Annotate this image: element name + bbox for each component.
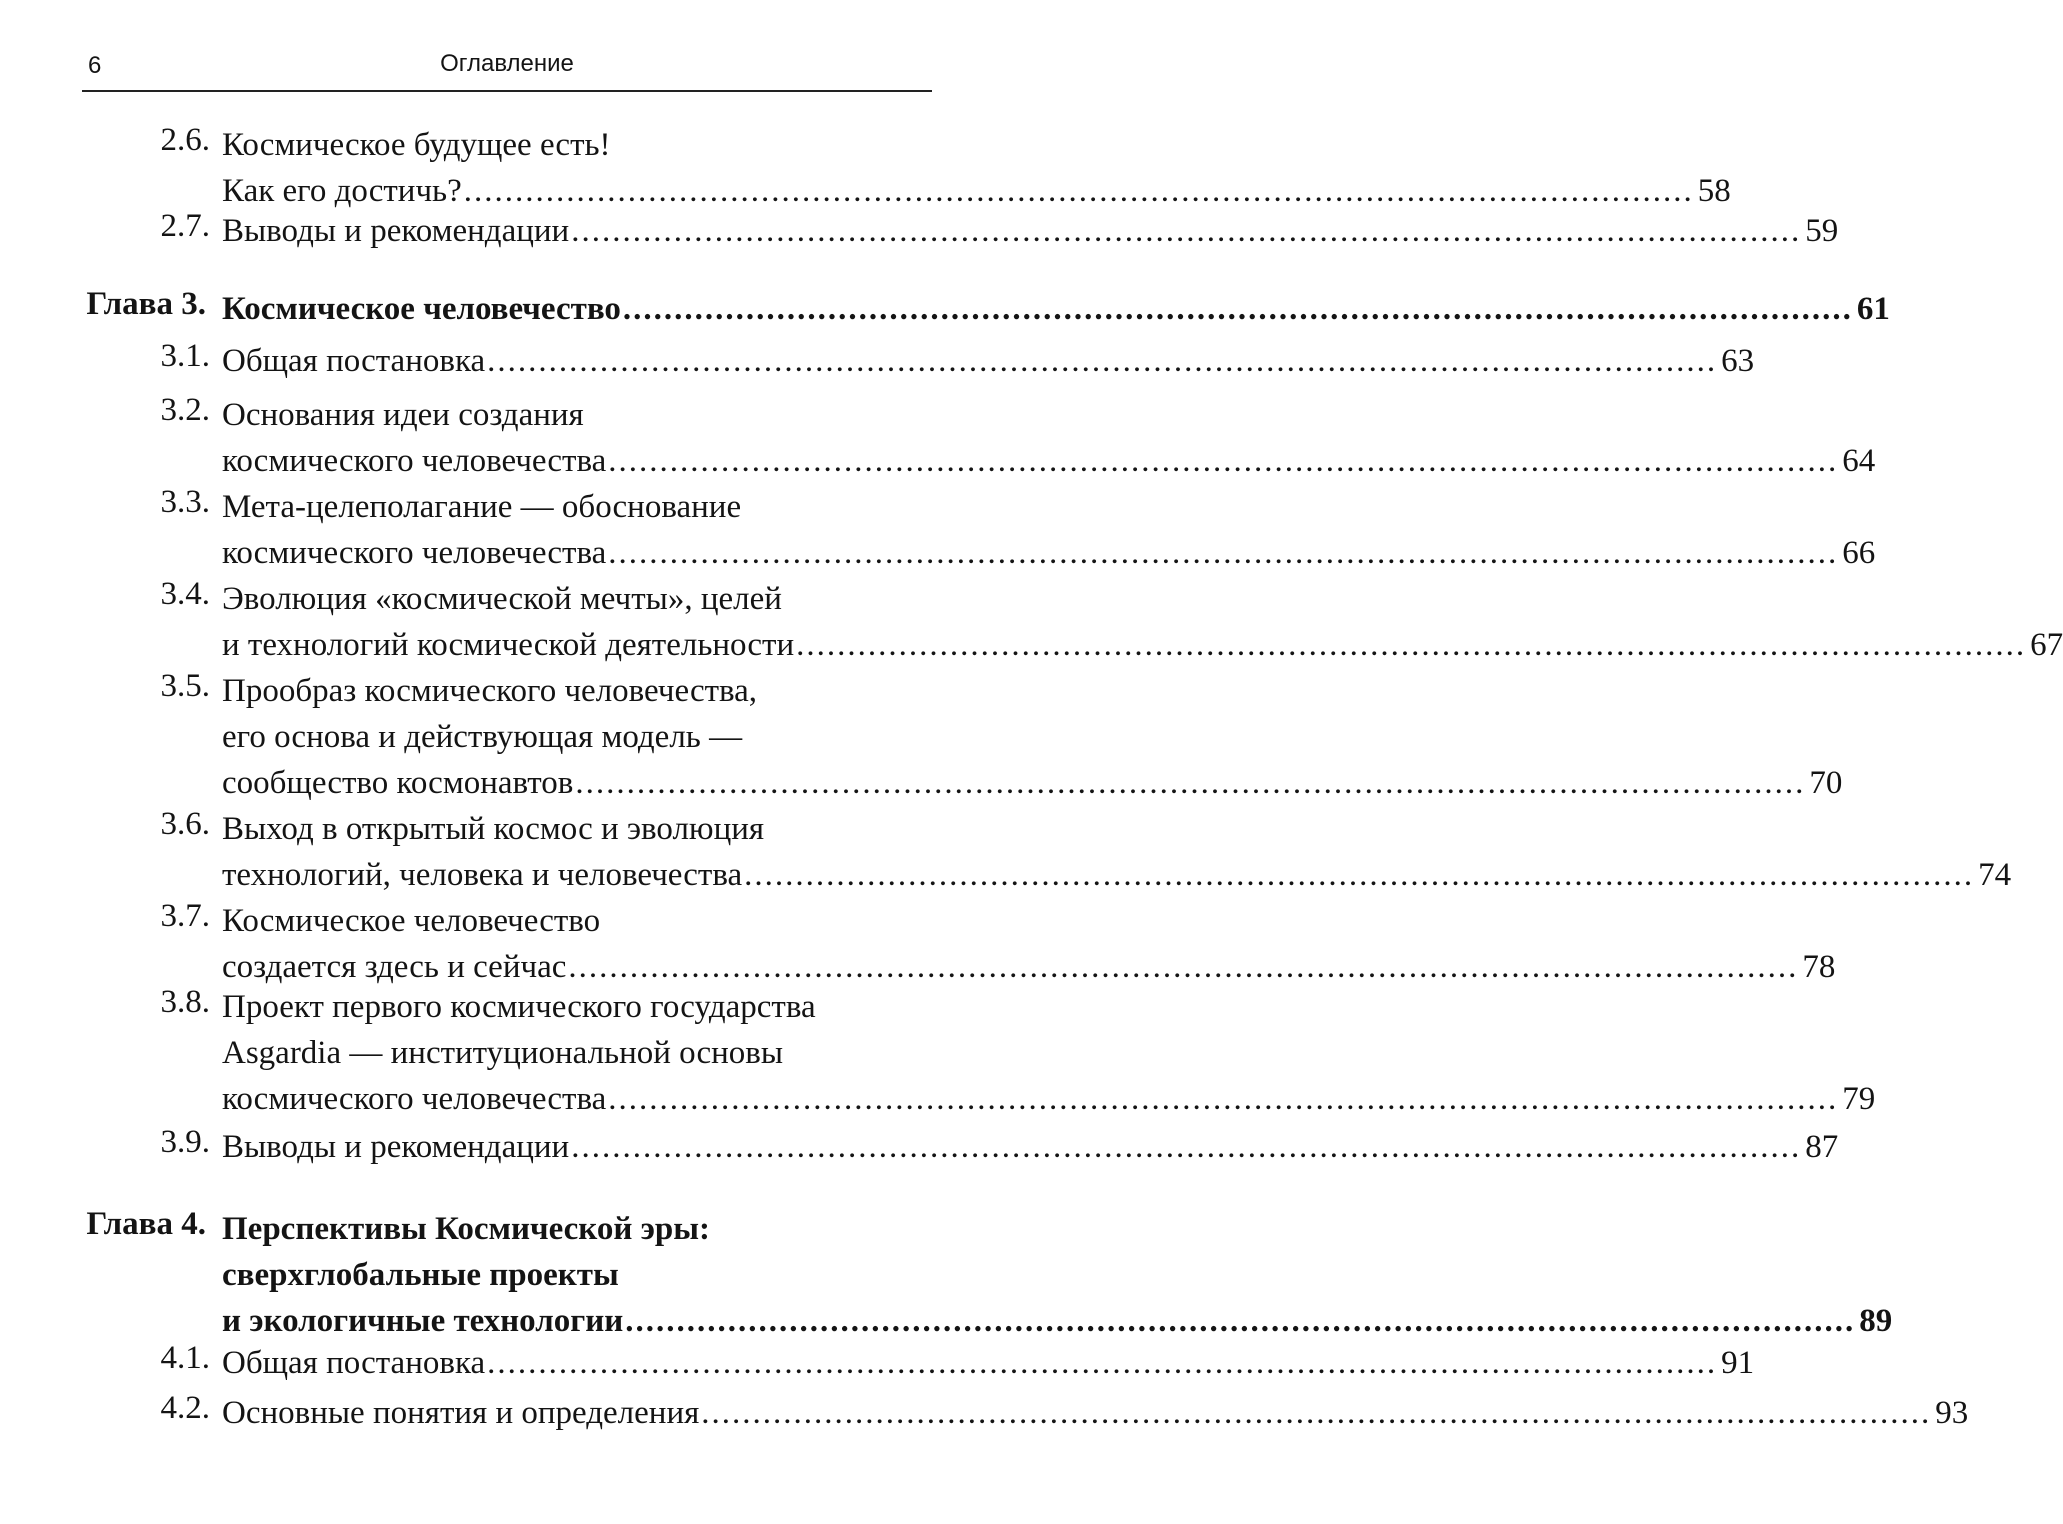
toc-entry-line-text: создается здесь и сейчас [222, 949, 567, 985]
leader-dots: ........................................................................................................................ [622, 291, 1853, 327]
toc-page-number: 74 [1978, 857, 2012, 893]
toc-page-number: 58 [1697, 173, 1731, 209]
toc-entry-line-text: технологий, человека и человечества [222, 857, 743, 893]
toc-entry-line [222, 208, 1839, 254]
toc-page-number: 78 [1802, 949, 1836, 985]
leader-dots: ........................................................................................................................ [608, 535, 1839, 571]
toc-page-number: 87 [1805, 1129, 1839, 1165]
toc-entry-line-text: Выводы и рекомендации [222, 213, 570, 249]
toc-entry-line: его основа и действующая модель — [222, 719, 743, 755]
toc-entry-title [222, 898, 1836, 990]
toc-page-number: 64 [1842, 443, 1876, 479]
toc-entry-title [222, 984, 1876, 1122]
leader-dots: ........................................................................................................................ [701, 1395, 1932, 1431]
toc-entry-line-text: космического человечества [222, 1081, 607, 1117]
leader-dots: ........................................................................................................................ [571, 213, 1802, 249]
toc-page-number: 67 [2030, 627, 2063, 663]
leader-dots: ........................................................................................................................ [625, 1303, 1856, 1339]
toc-entry-line-text: Космическое человечество [222, 291, 621, 327]
toc-page-number: 79 [1842, 1081, 1876, 1117]
leader-dots: ........................................................................................................................ [796, 627, 2027, 663]
leader-dots: ........................................................................................................................ [575, 765, 1806, 801]
toc-entry-number: 3.1. [160, 338, 210, 374]
toc-entry-line [222, 1298, 1893, 1344]
toc-entry-line [222, 1076, 1876, 1122]
toc-entry-title [222, 208, 1839, 254]
toc-entry-number: 3.7. [160, 898, 210, 934]
leader-dots: ........................................................................................................................ [487, 343, 1718, 379]
toc-entry-number: 3.8. [160, 984, 210, 1020]
toc-page-number: 89 [1859, 1303, 1893, 1339]
toc-entry-line-text: Общая постановка [222, 1345, 486, 1381]
running-title: Оглавление [440, 50, 574, 77]
toc-entry-line-text: Как его достичь? [222, 173, 462, 209]
toc-entry-line: Asgardia — институциональной основы [222, 1035, 784, 1071]
toc-entry-title [222, 338, 1755, 384]
toc-entry-title [222, 484, 1876, 576]
toc-entry-number: Глава 3. [86, 286, 206, 322]
toc-entry-title [222, 668, 1843, 806]
toc-entry-number: 2.6. [160, 122, 210, 158]
toc-entry-line-text: сообщество космонавтов [222, 765, 574, 801]
toc-entry-line-text: космического человечества [222, 443, 607, 479]
toc-entry-line [222, 338, 1755, 384]
page-header [82, 44, 932, 92]
toc-entry-title [222, 1206, 1893, 1344]
toc-entry-title [222, 576, 2063, 668]
toc-entry-line-text: космического человечества [222, 535, 607, 571]
toc-page-number: 59 [1805, 213, 1839, 249]
toc-entry-line: Прообраз космического человечества, [222, 673, 758, 709]
toc-entry-number: 3.9. [160, 1124, 210, 1160]
toc-entry-number: 3.6. [160, 806, 210, 842]
toc-page-number: 63 [1721, 343, 1755, 379]
toc-entry-line [222, 1340, 1755, 1386]
toc-entry-line: Мета-целеполагание — обоснование [222, 489, 742, 525]
toc-entry-line [222, 286, 1890, 332]
toc-page-number: 66 [1842, 535, 1876, 571]
leader-dots: ........................................................................................................................ [571, 1129, 1802, 1165]
leader-dots: ........................................................................................................................ [608, 1081, 1839, 1117]
toc-entry-line [222, 438, 1876, 484]
leader-dots: ........................................................................................................................ [487, 1345, 1718, 1381]
toc-entry-title [222, 1390, 1969, 1436]
toc-entry-title [222, 806, 2012, 898]
toc-entry-line [222, 852, 2012, 898]
toc-entry-line-text: Основные понятия и определения [222, 1395, 700, 1431]
toc-entry-title [222, 1124, 1839, 1170]
toc-page-number: 93 [1935, 1395, 1969, 1431]
toc-entry-line: сверхглобальные проекты [222, 1257, 619, 1293]
toc-entry-number: Глава 4. [86, 1206, 206, 1242]
toc-entry-number: 3.3. [160, 484, 210, 520]
toc-entry-line: Основания идеи создания [222, 397, 584, 433]
toc-entry-line-text: Выводы и рекомендации [222, 1129, 570, 1165]
toc-entry-line [222, 1124, 1839, 1170]
toc-entry-line-text: Общая постановка [222, 343, 486, 379]
toc-entry-line: Космическое будущее есть! [222, 127, 611, 163]
leader-dots: ........................................................................................................................ [744, 857, 1975, 893]
toc-entry-title [222, 392, 1876, 484]
toc-entry-line: Выход в открытый космос и эволюция [222, 811, 765, 847]
leader-dots: ........................................................................................................................ [568, 949, 1799, 985]
toc-entry-line [222, 1390, 1969, 1436]
toc-entry-line-text: и экологичные технологии [222, 1303, 624, 1339]
toc-page-number: 91 [1721, 1345, 1755, 1381]
toc-entry-number: 4.1. [160, 1340, 210, 1376]
toc-entry-line: Эволюция «космической мечты», целей [222, 581, 782, 617]
toc-entry-number: 2.7. [160, 208, 210, 244]
toc-entry-number: 3.4. [160, 576, 210, 612]
toc-page-number: 70 [1809, 765, 1843, 801]
leader-dots: ........................................................................................................................ [608, 443, 1839, 479]
toc-page-number: 61 [1856, 291, 1890, 327]
page-number: 6 [88, 52, 102, 79]
toc-entry-number: 3.5. [160, 668, 210, 704]
leader-dots: ........................................................................................................................ [463, 173, 1694, 209]
toc-entry-line [222, 530, 1876, 576]
toc-entry-line-text: и технологий космической деятельности [222, 627, 795, 663]
toc-entry-title [222, 1340, 1755, 1386]
toc-entry-line [222, 622, 2063, 668]
toc-entry-title [222, 286, 1890, 332]
toc-entry-line [222, 760, 1843, 806]
toc-entry-line: Космическое человечество [222, 903, 601, 939]
toc-entry-title [222, 122, 1731, 214]
toc-entry-line: Перспективы Космической эры: [222, 1211, 710, 1247]
toc-entry-line: Проект первого космического государства [222, 989, 816, 1025]
toc-entry-number: 3.2. [160, 392, 210, 428]
toc-entry-number: 4.2. [160, 1390, 210, 1426]
